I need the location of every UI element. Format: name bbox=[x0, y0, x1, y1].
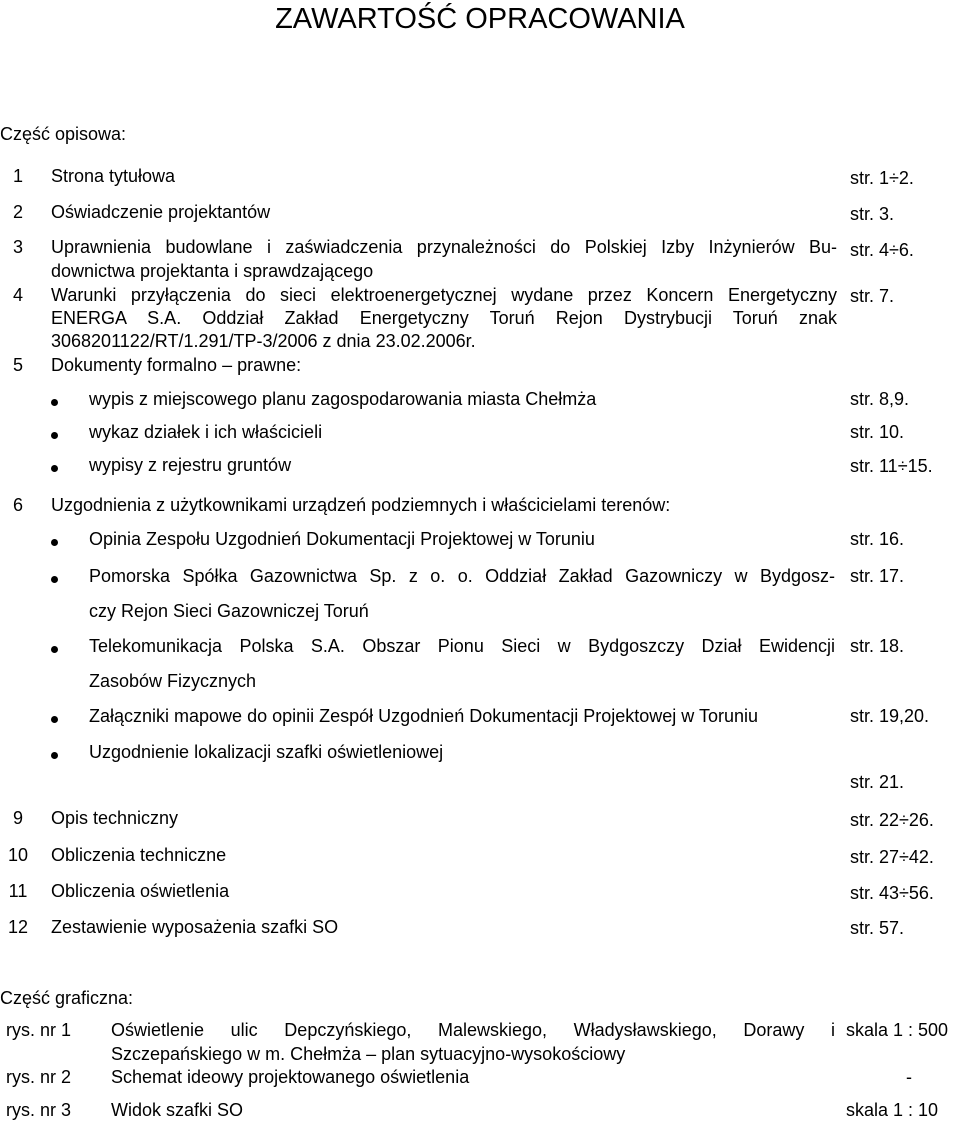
bullet-text-line2: Zasobów Fizycznych bbox=[89, 671, 257, 691]
bullet-page: str. 8,9. bbox=[850, 389, 910, 409]
item-page: str. 22÷26. bbox=[850, 810, 934, 830]
bullet-icon bbox=[51, 399, 58, 406]
item-text: Dokumenty formalno – prawne: bbox=[51, 355, 302, 375]
item-text-line2: downictwa projektanta i sprawdzającego bbox=[51, 261, 374, 281]
section-heading-graphic: Część graficzna: bbox=[0, 988, 134, 1008]
drawing-text: Schemat ideowy projektowanego oświetlenia bbox=[111, 1067, 470, 1087]
item-text: Obliczenia oświetlenia bbox=[51, 881, 230, 901]
item-number: 3 bbox=[12, 237, 23, 257]
item-text: Obliczenia techniczne bbox=[51, 845, 227, 865]
page-title: ZAWARTOŚĆ OPRACOWANIA bbox=[275, 3, 685, 35]
item-number: 1 bbox=[12, 166, 23, 186]
bullet-page: str. 18. bbox=[850, 636, 905, 656]
bullet-text: wykaz działek i ich właścicieli bbox=[89, 422, 323, 442]
section-heading-descriptive: Część opisowa: bbox=[0, 124, 127, 144]
drawing-scale: skala 1 : 10 bbox=[846, 1100, 939, 1120]
bullet-text-line1: Telekomunikacja Polska S.A. Obszar Pionu Sieci w Bydgoszczy Dział Ewidencji bbox=[89, 636, 835, 656]
drawing-text-line2: Szczepańskiego w m. Chełmża – plan sytuacyjno-wysokościowy bbox=[111, 1044, 626, 1064]
item-number: 11 bbox=[8, 881, 28, 901]
bullet-text-line2: czy Rejon Sieci Gazowniczej Toruń bbox=[89, 601, 369, 621]
bullet-icon bbox=[51, 752, 58, 759]
drawing-scale: skala 1 : 500 bbox=[846, 1020, 949, 1040]
drawing-text-line1: Oświetlenie ulic Depczyńskiego, Malewskiego, Władysławskiego, Dorawy i bbox=[111, 1020, 835, 1040]
bullet-icon bbox=[51, 646, 58, 653]
item-number: 10 bbox=[7, 845, 29, 865]
bullet-icon bbox=[51, 576, 58, 583]
drawing-id: rys. nr 2 bbox=[6, 1067, 72, 1087]
item-page: str. 57. bbox=[850, 918, 905, 938]
bullet-page: str. 10. bbox=[850, 422, 905, 442]
item-text-line1: Warunki przyłączenia do sieci elektroenergetycznej wydane przez Koncern Energetyczny bbox=[51, 285, 837, 305]
item-text: Opis techniczny bbox=[51, 808, 179, 828]
item-page: str. 3. bbox=[850, 204, 895, 224]
bullet-text: wypisy z rejestru gruntów bbox=[89, 455, 292, 475]
drawing-scale: - bbox=[906, 1067, 912, 1087]
bullet-icon bbox=[51, 539, 58, 546]
bullet-text: Załączniki mapowe do opinii Zespół Uzgodnień Dokumentacji Projektowej w Toruniu bbox=[89, 706, 759, 726]
item-page: str. 27÷42. bbox=[850, 847, 934, 867]
bullet-page: str. 19,20. bbox=[850, 706, 930, 726]
bullet-page: str. 16. bbox=[850, 529, 905, 549]
bullet-text: Opinia Zespołu Uzgodnień Dokumentacji Projektowej w Toruniu bbox=[89, 529, 595, 549]
drawing-id: rys. nr 1 bbox=[6, 1020, 72, 1040]
item-text: Uzgodnienia z użytkownikami urządzeń podziemnych i właścicielami terenów: bbox=[51, 495, 671, 515]
item-page: str. 4÷6. bbox=[850, 240, 914, 260]
item-number: 9 bbox=[12, 808, 23, 828]
drawing-id: rys. nr 3 bbox=[6, 1100, 72, 1120]
item-page: str. 43÷56. bbox=[850, 883, 934, 903]
item-number: 2 bbox=[12, 202, 23, 222]
item-number: 6 bbox=[12, 495, 23, 515]
bullet-text-line1: Pomorska Spółka Gazownictwa Sp. z o. o. Oddział Zakład Gazowniczy w Bydgosz- bbox=[89, 566, 835, 586]
item-text-line3: 3068201122/RT/1.291/TP-3/2006 z dnia 23.02.2006r. bbox=[51, 331, 476, 351]
item-text: Zestawienie wyposażenia szafki SO bbox=[51, 917, 339, 937]
bullet-page: str. 21. bbox=[850, 772, 905, 792]
item-text: Oświadczenie projektantów bbox=[51, 202, 271, 222]
item-number: 5 bbox=[12, 355, 23, 375]
bullet-page: str. 11÷15. bbox=[850, 456, 933, 476]
item-text-line1: Uprawnienia budowlane i zaświadczenia przynależności do Polskiej Izby Inżynierów Bu- bbox=[51, 237, 837, 257]
bullet-text: Uzgodnienie lokalizacji szafki oświetleniowej bbox=[89, 742, 444, 762]
bullet-page: str. 17. bbox=[850, 566, 905, 586]
item-text: Strona tytułowa bbox=[51, 166, 176, 186]
bullet-text: wypis z miejscowego planu zagospodarowania miasta Chełmża bbox=[89, 389, 597, 409]
bullet-icon bbox=[51, 716, 58, 723]
item-number: 4 bbox=[12, 285, 23, 305]
item-page: str. 7. bbox=[850, 286, 895, 306]
bullet-icon bbox=[51, 465, 58, 472]
item-number: 12 bbox=[7, 917, 29, 937]
bullet-icon bbox=[51, 432, 58, 439]
item-page: str. 1÷2. bbox=[850, 168, 914, 188]
drawing-text: Widok szafki SO bbox=[111, 1100, 244, 1120]
item-text-line2: ENERGA S.A. Oddział Zakład Energetyczny Toruń Rejon Dystrybucji Toruń znak bbox=[51, 308, 837, 328]
